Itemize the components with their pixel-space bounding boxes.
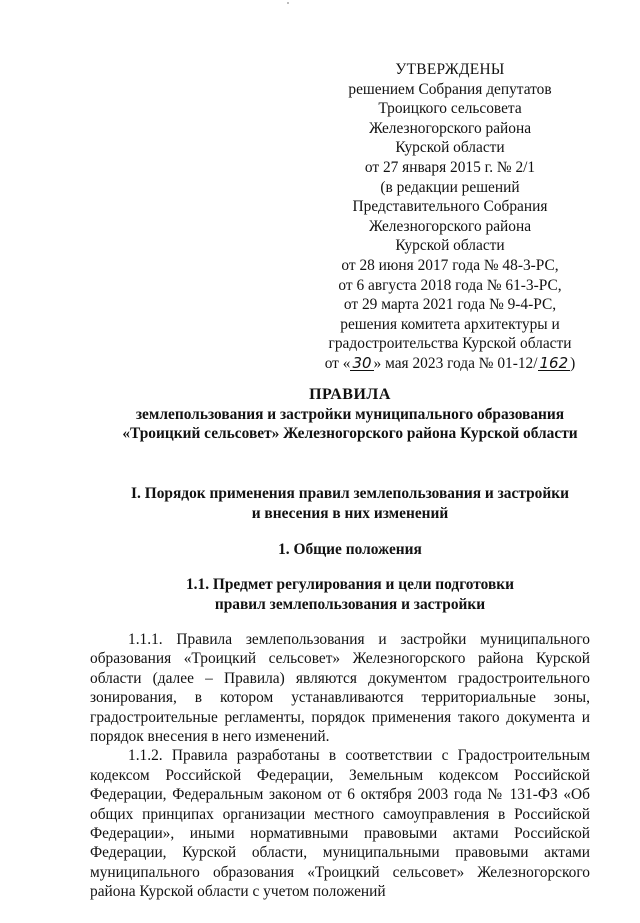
approval-date-middle: » мая 2023 года № 01-12/: [373, 354, 538, 372]
approval-line: Железногорского района: [368, 217, 532, 235]
approval-line: Представительного Собрания: [352, 198, 548, 216]
approval-line: от 6 августа 2018 года № 61-3-РС,: [338, 276, 562, 294]
document-subtitle-line: землепользования и застройки муниципального образования: [135, 405, 565, 423]
paragraph: 1.1.2. Правила разработаны в соответствии с Градостроительным кодексом Российской Федерации, Земельным кодексом Российской Федерации, Федеральным законом от 6 октября 2003 года № 131-ФЗ «Об общих принципах организации местного самоуправления в Российской Федерации», иными нормативными правовыми актами Российской Федерации, Курской области, муниципальными правовыми актами муниципального образования «Троицкий сельсовет» Железногорского района Курской области с учетом положений: [90, 747, 590, 901]
handwritten-day: 30: [352, 353, 372, 372]
section-title: 1. Общие положения: [278, 541, 422, 558]
document-subtitle-line: «Троицкий сельсовет» Железногорского района Курской области: [122, 425, 578, 443]
subsection-heading-line: правил землепользования и застройки: [214, 595, 486, 613]
approval-line: от 29 марта 2021 года № 9-4-РС,: [343, 296, 557, 314]
approval-line: (в редакции решений: [380, 178, 520, 196]
chapter-heading-line: и внесения в них изменений: [251, 504, 449, 522]
section-heading: [90, 540, 610, 560]
approval-line: градостроительства Курской области: [328, 335, 572, 353]
approval-date-suffix: ): [570, 354, 576, 372]
scan-speck: [287, 2, 289, 4]
handwritten-number: 162: [539, 353, 569, 372]
approval-line: от 28 июня 2017 года № 48-3-РС,: [341, 256, 559, 274]
approval-title: УТВЕРЖДЕНЫ: [395, 61, 505, 78]
paragraph: 1.1.1. Правила землепользования и застройки муниципального образования «Троицкий сельсовет» Железногорского района Курской области (далее – Правила) являются документом градостроительного зонирования, в котором устанавливаются территориальные зоны, градостроительные регламенты, порядок применения такого документа и порядок внесения в него изменений.: [90, 631, 590, 746]
approval-line: Троицкого сельсовета: [378, 100, 522, 118]
subsection-heading-line: 1.1. Предмет регулирования и цели подготовки: [185, 576, 515, 593]
approval-date-line: [300, 354, 600, 374]
approval-line: решения комитета архитектуры и: [340, 315, 560, 333]
approval-line: решением Собрания депутатов: [348, 80, 552, 98]
approval-line: Курской области: [395, 237, 505, 255]
document-title-block: [90, 385, 610, 444]
chapter-heading-line: I. Порядок применения правил землепользования и застройки: [131, 485, 569, 502]
approval-line: Курской области: [395, 139, 505, 157]
document-title: ПРАВИЛА: [309, 386, 391, 403]
approval-line: от 27 января 2015 г. № 2/1: [364, 158, 536, 176]
subsection-heading: [90, 575, 610, 614]
approval-stamp-block: [300, 60, 600, 374]
approval-date-prefix: от «: [324, 354, 351, 372]
body-text: [90, 630, 590, 902]
approval-line: Железногорского района: [368, 119, 532, 137]
chapter-heading: [90, 484, 610, 523]
